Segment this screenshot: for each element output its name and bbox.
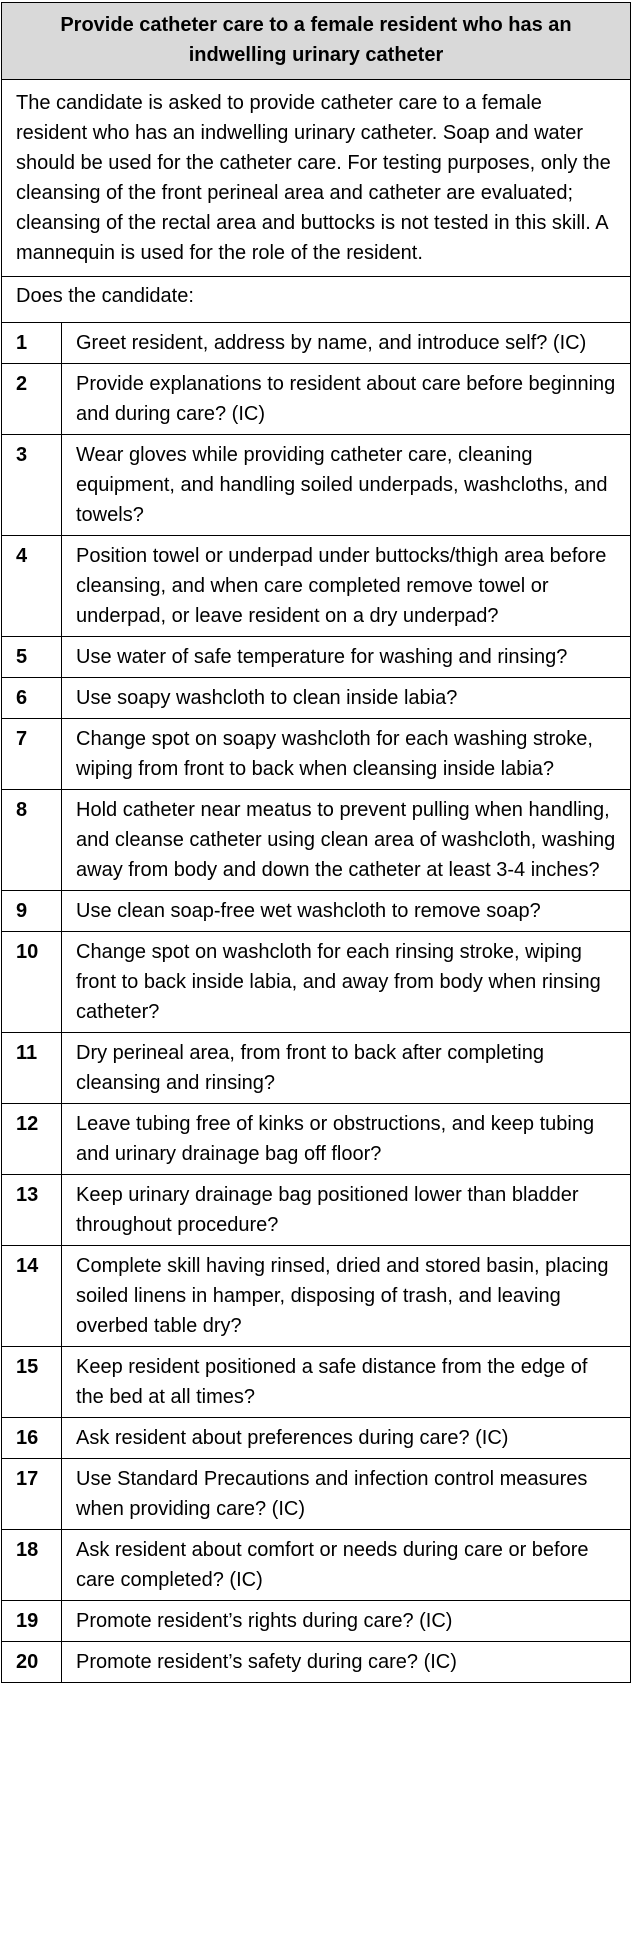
step-text: Use water of safe temperature for washing and rinsing? (62, 637, 631, 678)
step-number: 11 (2, 1033, 62, 1104)
step-text: Change spot on soapy washcloth for each washing stroke, wiping from front to back when cleansing inside labia? (62, 719, 631, 790)
step-text: Change spot on washcloth for each rinsing stroke, wiping front to back inside labia, and away from body when rinsing catheter? (62, 932, 631, 1033)
step-row (2, 1347, 631, 1418)
step-row (2, 1246, 631, 1347)
step-row (2, 435, 631, 536)
step-row (2, 1530, 631, 1601)
step-text: Greet resident, address by name, and introduce self? (IC) (62, 323, 631, 364)
step-row (2, 637, 631, 678)
step-row (2, 932, 631, 1033)
step-number: 2 (2, 364, 62, 435)
step-number: 3 (2, 435, 62, 536)
step-row (2, 1642, 631, 1683)
step-number: 18 (2, 1530, 62, 1601)
step-row (2, 1601, 631, 1642)
step-text: Hold catheter near meatus to prevent pulling when handling, and cleanse catheter using clean area of washcloth, washing away from body and down the catheter at least 3-4 inches? (62, 790, 631, 891)
step-text: Dry perineal area, from front to back after completing cleansing and rinsing? (62, 1033, 631, 1104)
step-number: 6 (2, 678, 62, 719)
prompt-row (2, 277, 631, 323)
step-row (2, 1418, 631, 1459)
step-number: 1 (2, 323, 62, 364)
step-number: 8 (2, 790, 62, 891)
step-number: 9 (2, 891, 62, 932)
step-row (2, 1104, 631, 1175)
step-number: 14 (2, 1246, 62, 1347)
step-number: 10 (2, 932, 62, 1033)
step-number: 13 (2, 1175, 62, 1246)
step-text: Use Standard Precautions and infection control measures when providing care? (IC) (62, 1459, 631, 1530)
step-row (2, 678, 631, 719)
step-number: 7 (2, 719, 62, 790)
step-text: Promote resident’s rights during care? (IC) (62, 1601, 631, 1642)
intro-row (2, 80, 631, 277)
step-text: Position towel or underpad under buttocks/thigh area before cleansing, and when care completed remove towel or underpad, or leave resident on a dry underpad? (62, 536, 631, 637)
skill-checklist-table (1, 2, 631, 1683)
skill-title: Provide catheter care to a female resident who has an indwelling urinary catheter (2, 3, 631, 80)
step-row (2, 536, 631, 637)
skill-checklist-sheet (1, 2, 631, 1683)
step-number: 16 (2, 1418, 62, 1459)
step-text: Leave tubing free of kinks or obstructions, and keep tubing and urinary drainage bag off floor? (62, 1104, 631, 1175)
step-text: Keep urinary drainage bag positioned lower than bladder throughout procedure? (62, 1175, 631, 1246)
title-row (2, 3, 631, 80)
step-text: Wear gloves while providing catheter care, cleaning equipment, and handling soiled underpads, washcloths, and towels? (62, 435, 631, 536)
step-row (2, 1175, 631, 1246)
step-row (2, 1459, 631, 1530)
step-number: 12 (2, 1104, 62, 1175)
step-text: Keep resident positioned a safe distance from the edge of the bed at all times? (62, 1347, 631, 1418)
step-text: Use soapy washcloth to clean inside labia? (62, 678, 631, 719)
step-number: 5 (2, 637, 62, 678)
step-row (2, 1033, 631, 1104)
step-row (2, 891, 631, 932)
step-row (2, 364, 631, 435)
step-number: 4 (2, 536, 62, 637)
step-row (2, 323, 631, 364)
step-row (2, 719, 631, 790)
step-text: Ask resident about preferences during care? (IC) (62, 1418, 631, 1459)
step-number: 20 (2, 1642, 62, 1683)
step-text: Promote resident’s safety during care? (IC) (62, 1642, 631, 1683)
step-text: Ask resident about comfort or needs during care or before care completed? (IC) (62, 1530, 631, 1601)
step-text: Use clean soap-free wet washcloth to remove soap? (62, 891, 631, 932)
step-row (2, 790, 631, 891)
step-number: 15 (2, 1347, 62, 1418)
step-text: Complete skill having rinsed, dried and stored basin, placing soiled linens in hamper, disposing of trash, and leaving overbed table dry? (62, 1246, 631, 1347)
step-number: 19 (2, 1601, 62, 1642)
step-number: 17 (2, 1459, 62, 1530)
skill-description: The candidate is asked to provide catheter care to a female resident who has an indwelling urinary catheter. Soap and water should be used for the catheter care. For testing purposes, only the cleansing of the front perineal area and catheter are evaluated; cleansing of the rectal area and buttocks is not tested in this skill. A mannequin is used for the role of the resident. (2, 80, 631, 277)
step-text: Provide explanations to resident about care before beginning and during care? (IC) (62, 364, 631, 435)
evaluation-prompt: Does the candidate: (2, 277, 631, 323)
